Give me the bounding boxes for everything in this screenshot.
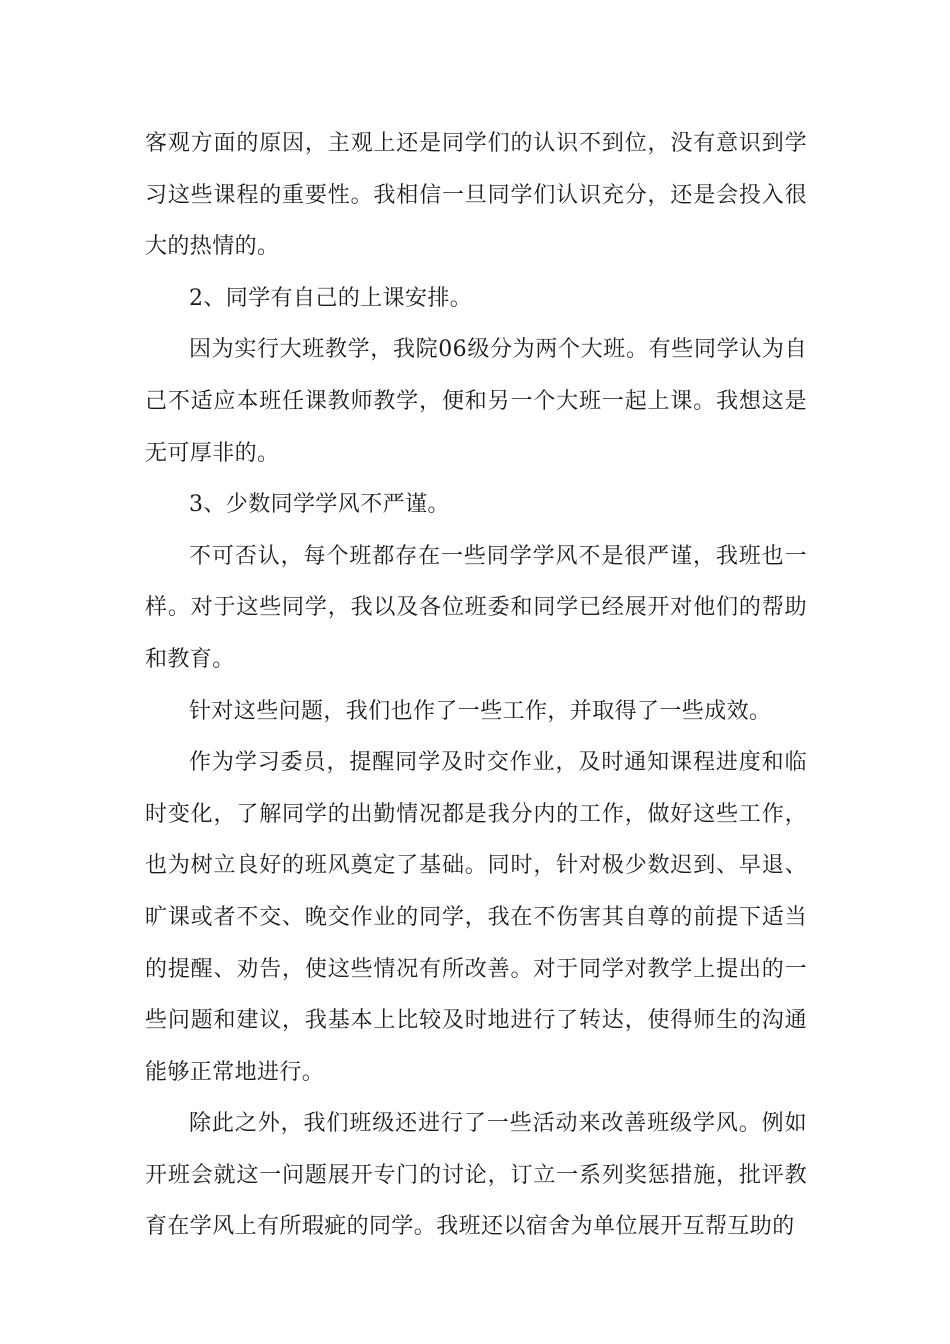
paragraph-3: 因为实行大班教学，我院06级分为两个大班。有些同学认为自己不适应本班任课教师教学，便和另一个大班一起上课。我想这是无可厚非的。 [145, 337, 807, 466]
paragraph-4-heading: 3、少数同学学风不严谨。 [189, 492, 450, 518]
document-body [145, 118, 807, 1253]
paragraph-8: 除此之外，我们班级还进行了一些活动来改善班级学风。例如开班会就这一问题展开专门的讨论，订立一系列奖惩措施，批评教育在学风上有所瑕疵的同学。我班还以宿舍为单位展开互帮互助的 [145, 1111, 807, 1240]
paragraph-2-heading: 2、同学有自己的上课安排。 [189, 285, 473, 311]
paragraph-6: 针对这些问题，我们也作了一些工作，并取得了一些成效。 [189, 698, 772, 724]
paragraph-7: 作为学习委员，提醒同学及时交作业，及时通知课程进度和临时变化，了解同学的出勤情况都是我分内的工作，做好这些工作，也为树立良好的班风奠定了基础。同时，针对极少数迟到、早退、旷课或者不交、晚交作业的同学，我在不伤害其自尊的前提下适当的提醒、劝告，使这些情况有所改善。对于同学对教学上提出的一些问题和建议，我基本上比较及时地进行了转达，使得师生的沟通能够正常地进行。 [145, 750, 807, 1085]
paragraph-5: 不可否认，每个班都存在一些同学学风不是很严谨，我班也一样。对于这些同学，我以及各位班委和同学已经展开对他们的帮助和教育。 [145, 543, 807, 672]
paragraph-1: 客观方面的原因，主观上还是同学们的认识不到位，没有意识到学习这些课程的重要性。我相信一旦同学们认识充分，还是会投入很大的热情的。 [145, 131, 807, 260]
